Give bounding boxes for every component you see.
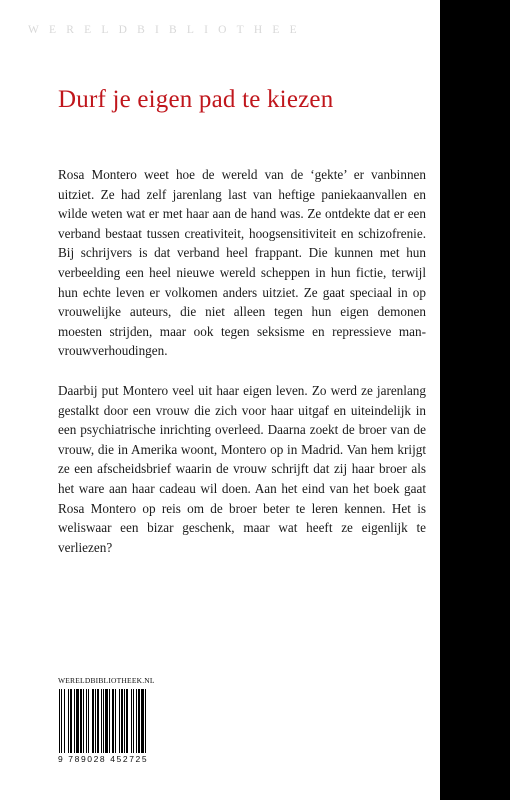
barcode-icon <box>58 689 166 753</box>
series-name-dark: K <box>306 24 326 36</box>
series-name <box>28 24 498 36</box>
barcode-block <box>58 676 168 764</box>
series-name-light: WERELDBIBLIOTHEE <box>28 24 307 36</box>
isbn-number: 9 789028 452725 <box>58 754 149 764</box>
blurb-paragraph-2: Daarbij put Montero veel uit haar eigen leven. Zo werd ze jarenlang gestalkt door een vrouw die zich voor haar uitgaf en uiteindelijk in een psychiatrische inrichting overleed. Daarna zoekt de broer van de vrouw, die in Amerika woont, Montero op in Madrid. Van hem krijgt ze een afscheidsbrief waarin de vrouw schrijft dat zij haar broer als het ware aan haar cadeau wil doen. Aan het eind van het boek gaat Rosa Montero op reis om de broer beter te leren kennen. Het is weliswaar een bizar geschenk, maar wat heeft ze eigenlijk te verliezen? <box>58 382 426 555</box>
book-blurb-title: Durf je eigen pad te kiezen <box>58 86 334 113</box>
spine-black-band <box>440 0 510 800</box>
publisher-website: WERELDBIBLIOTHEEK.NL <box>58 676 155 685</box>
blurb-text <box>58 165 426 577</box>
blurb-paragraph-1: Rosa Montero weet hoe de wereld van de ‘gekte’ er vanbinnen uitziet. Ze had zelf jarenlang last van heftige paniekaanvallen en wilde weten wat er met haar aan de hand was. Ze ontdekte dat er een verband bestaat tussen creativiteit, hoogsensitiviteit en schizofrenie. Bij schrijvers is dat verband heel frappant. Die kunnen met hun verbeelding een heel nieuwe wereld scheppen in hun fictie, terwijl hun echte leven er volkomen anders uitziet. Ze gaat speciaal in op vrouwelijke auteurs, die niet alleen tegen hun eigen demonen moesten strijden, maar ook tegen seksisme en repressieve man-vrouwverhoudingen. <box>58 167 426 359</box>
